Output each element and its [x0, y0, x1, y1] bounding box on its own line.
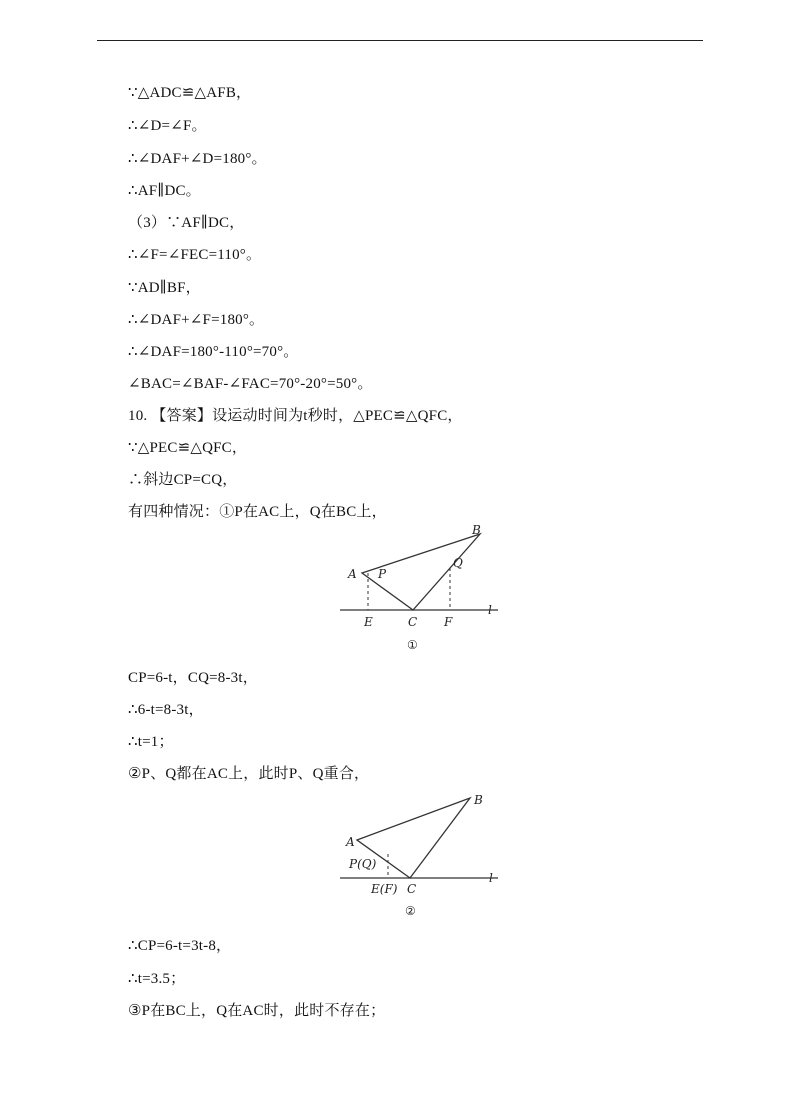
text-line-8: ∴∠DAF+∠F=180°。 [128, 312, 265, 328]
text-line-13: ∴斜边CP=CQ， [128, 472, 238, 488]
figure-1 [330, 518, 510, 658]
text-line-20: ∴t=3.5； [128, 971, 186, 987]
label-A: A [348, 567, 357, 581]
text-line-7: ∵AD∥BF， [128, 280, 201, 296]
text-line-5: （3）∵AF∥DC， [128, 215, 245, 231]
text-line-17: ∴t=1； [128, 734, 174, 750]
text-line-12: ∵△PEC≌△QFC， [128, 440, 248, 456]
label-C: C [408, 615, 418, 629]
text-line-6: ∴∠F=∠FEC=110°。 [128, 247, 262, 263]
label-B: B [472, 523, 481, 537]
label-F: F [444, 615, 453, 629]
text-line-9: ∴∠DAF=180°-110°=70°。 [128, 344, 299, 360]
text-line-4: ∴AF∥DC。 [128, 183, 201, 199]
text-line-19: ∴CP=6-t=3t-8， [128, 938, 232, 954]
text-line-10: ∠BAC=∠BAF-∠FAC=70°-20°=50°。 [128, 376, 373, 392]
label-l: l [488, 603, 492, 617]
text-line-21: ③P在BC上，Q在AC时，此时不存在； [128, 1003, 386, 1019]
label-P: P [378, 567, 387, 581]
text-line-3: ∴∠DAF+∠D=180°。 [128, 151, 267, 167]
figure-1-caption: ① [407, 638, 418, 652]
header-rule [97, 40, 703, 41]
label-EF: E(F) [371, 882, 398, 896]
text-line-15: CP=6-t，CQ=8-3t， [128, 670, 258, 686]
text-line-14: 有四种情况：①P在AC上，Q在BC上， [128, 504, 387, 520]
label-E: E [364, 615, 373, 629]
label-l: l [489, 871, 493, 885]
label-A: A [346, 835, 355, 849]
text-line-11: 10. 【答案】设运动时间为t秒时，△PEC≌△QFC， [128, 408, 463, 424]
text-line-16: ∴6-t=8-3t， [128, 702, 204, 718]
text-line-18: ②P、Q都在AC上，此时P、Q重合， [128, 766, 370, 782]
label-B: B [474, 793, 483, 807]
label-C: C [407, 882, 417, 896]
text-line-1: ∵△ADC≌△AFB， [128, 85, 252, 101]
figure-2-caption: ② [405, 904, 416, 918]
figure-2 [330, 782, 510, 922]
label-Q: Q [453, 556, 463, 570]
label-PQ: P(Q) [349, 857, 377, 871]
text-line-2: ∴∠D=∠F。 [128, 118, 207, 134]
